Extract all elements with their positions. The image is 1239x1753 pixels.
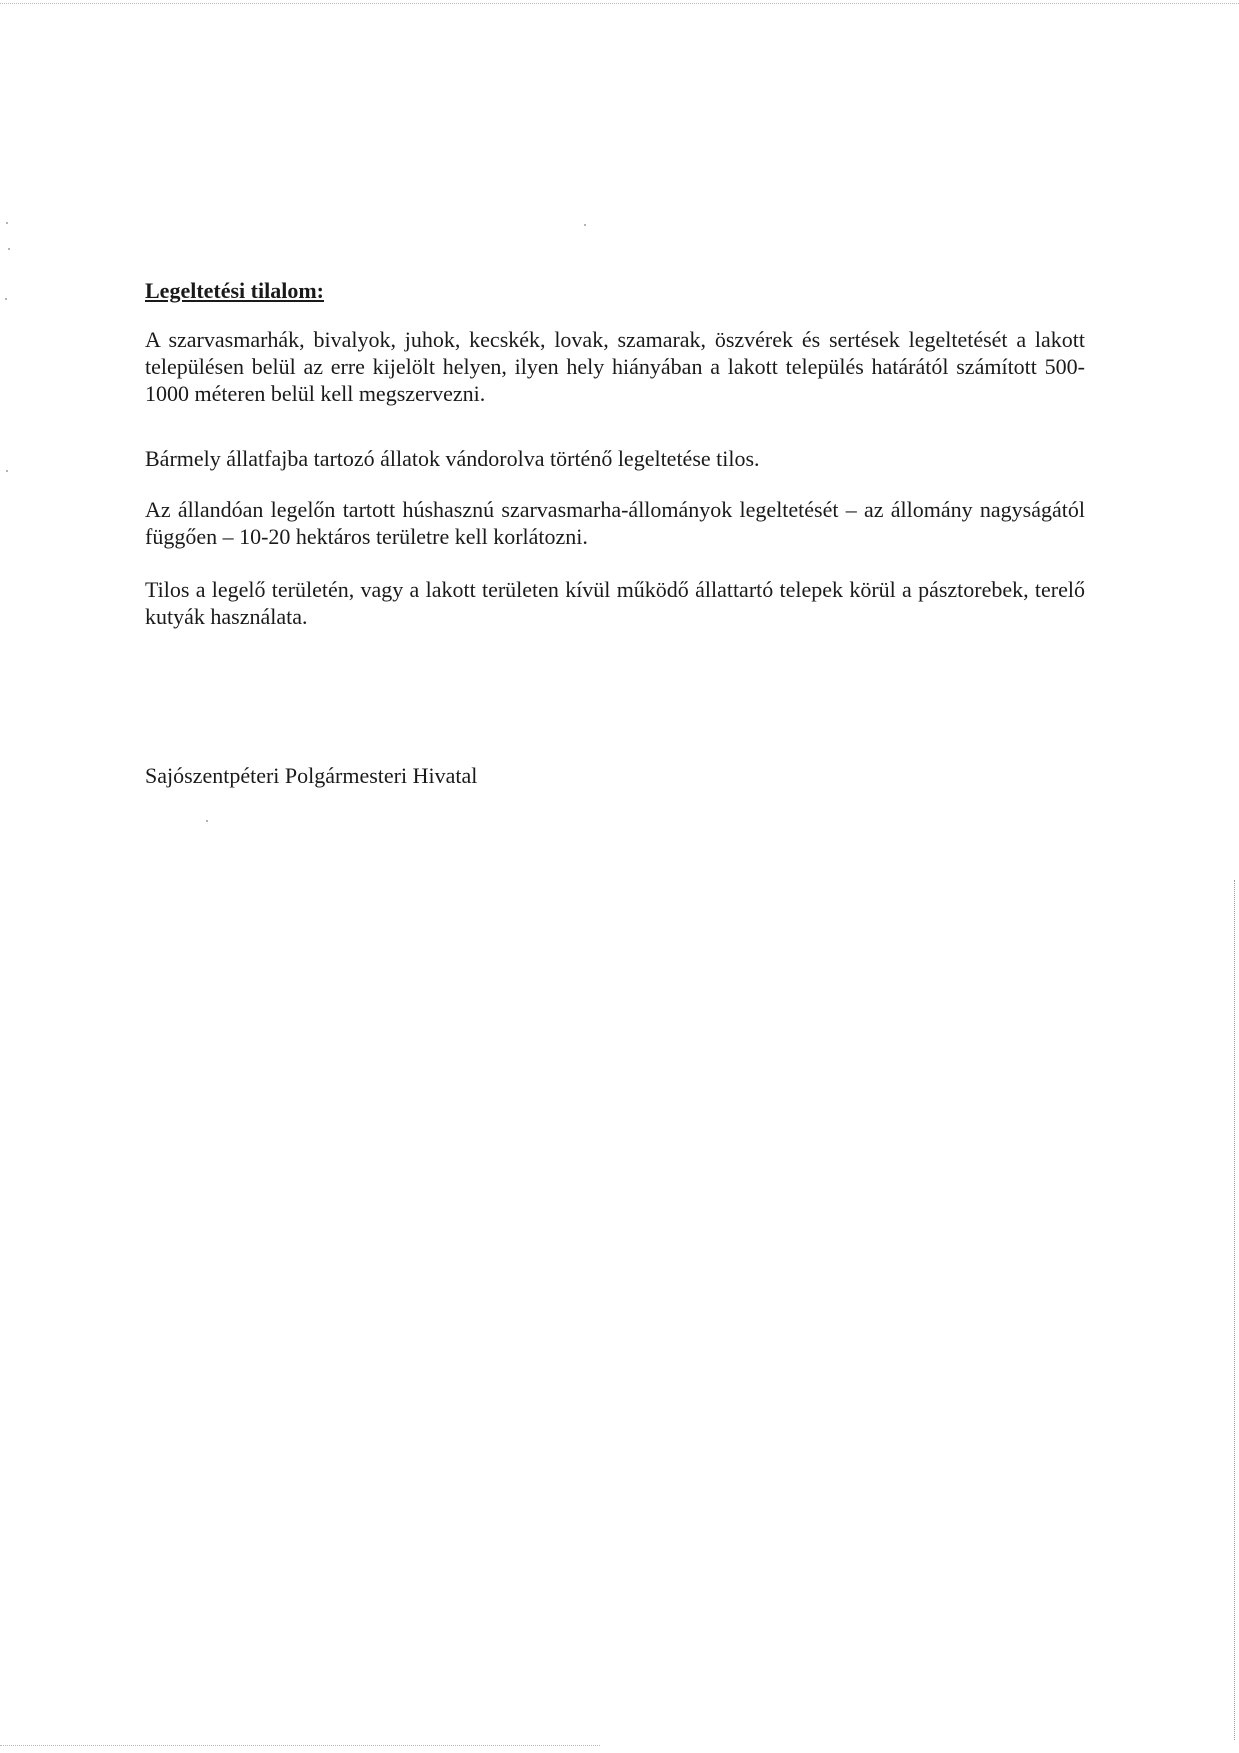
scan-speck: [6, 470, 8, 472]
paragraph-beef-cattle-area: Az állandóan legelőn tartott húshasznú szarvasmarha-állományok legeltetését – az állomány nagyságától függően – 10-20 hektáros területre kell korlátozni.: [145, 497, 1085, 549]
scan-border-top: [0, 3, 1239, 4]
scan-speck: [5, 298, 7, 300]
scan-border-bottom: [0, 1745, 600, 1746]
scan-border-right: [1234, 880, 1235, 1740]
paragraph-grazing-location: A szarvasmarhák, bivalyok, juhok, kecskék, lovak, szamarak, öszvérek és sertések legeltetését a lakott településen belül az erre kijelölt helyen, ilyen hely hiányában a lakott település határától számított 500-1000 méteren belül kell megszervezni.: [145, 327, 1085, 406]
scan-speck: [8, 248, 10, 250]
paragraph-migratory-grazing: Bármely állatfajba tartozó állatok vándorolva történő legeltetése tilos.: [145, 446, 760, 471]
scan-speck: [206, 820, 208, 822]
section-heading: Legeltetési tilalom:: [145, 278, 324, 303]
scan-speck: [6, 222, 8, 224]
signature-office: Sajószentpéteri Polgármesteri Hivatal: [145, 763, 478, 788]
scan-speck: [584, 224, 586, 226]
document-body: [145, 276, 1085, 630]
paragraph-herding-dogs: Tilos a legelő területén, vagy a lakott területen kívül működő állattartó telepek körül a pásztorebek, terelő kutyák használata.: [145, 577, 1085, 629]
